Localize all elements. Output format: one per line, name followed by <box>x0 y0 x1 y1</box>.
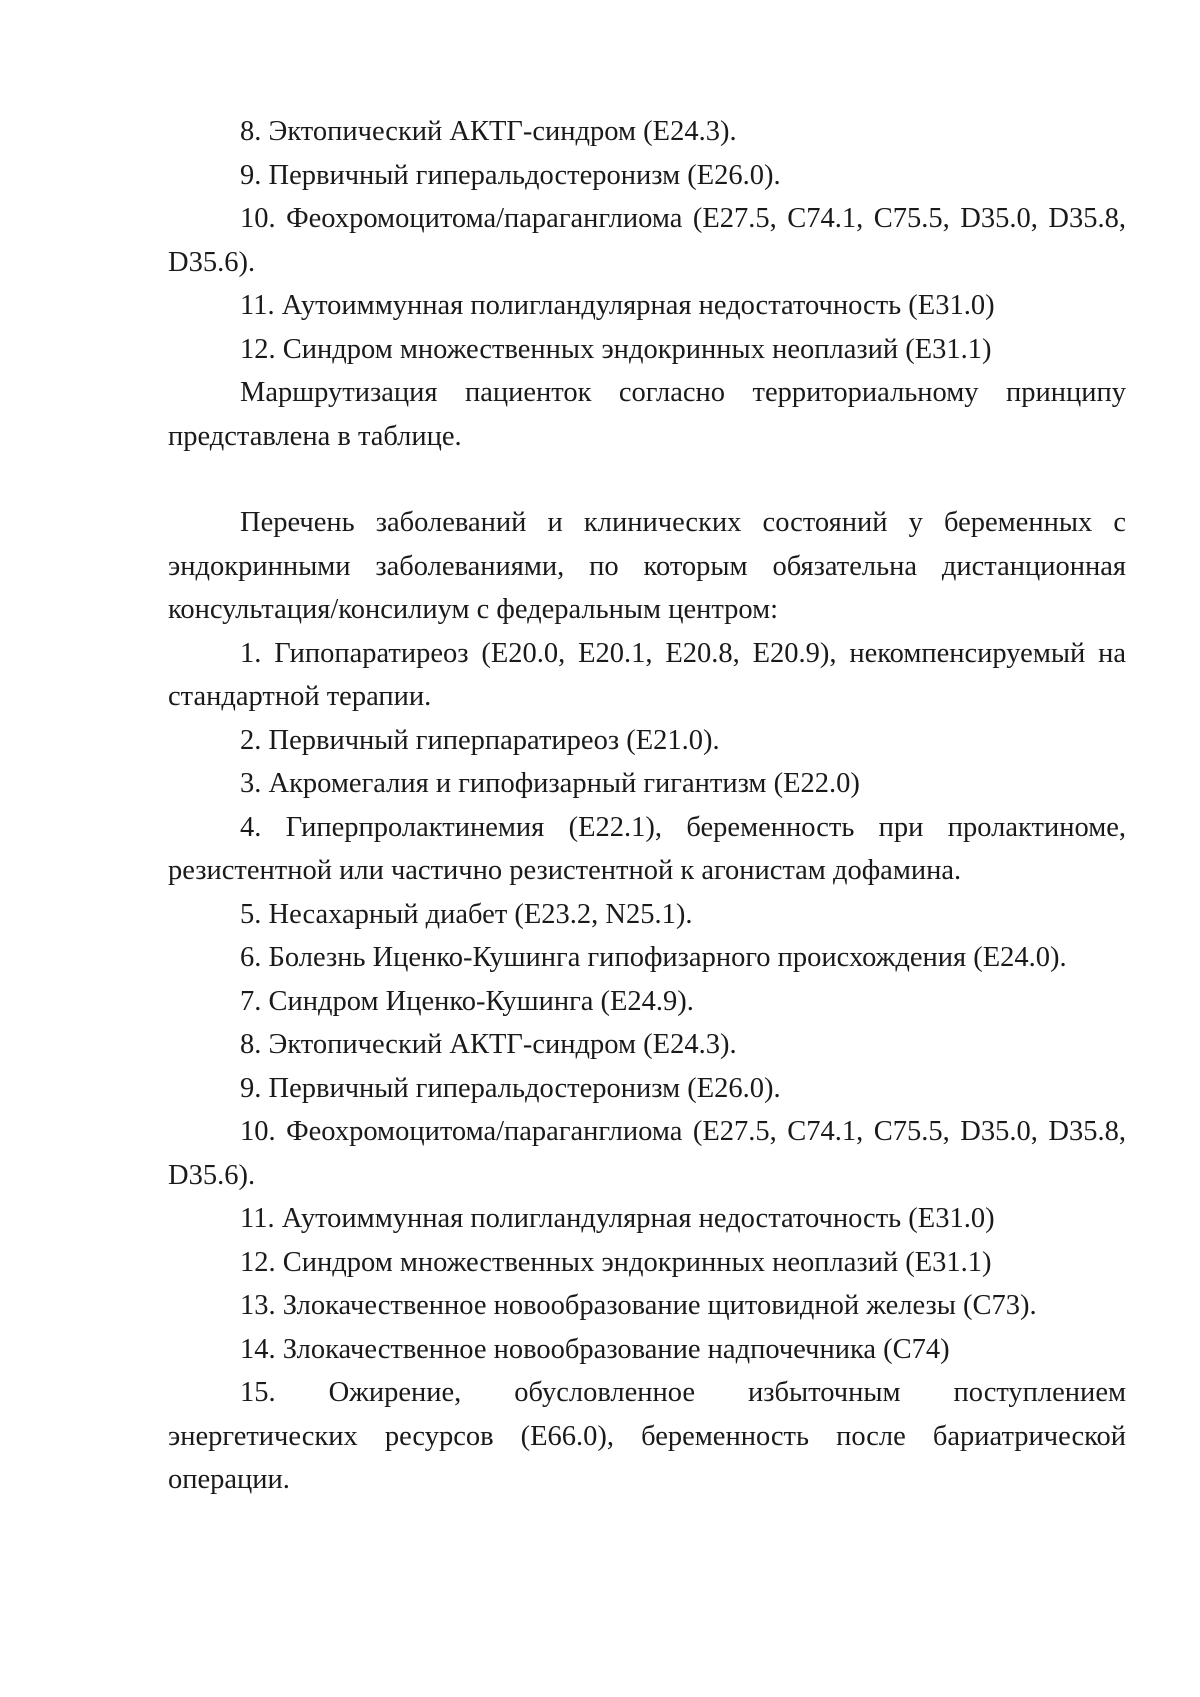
section1-item-10: 10. Феохромоцитома/параганглиома (E27.5, C74.1, C75.5, D35.0, D35.8, D35.6). <box>168 203 1126 278</box>
paragraph-gap <box>168 458 1126 501</box>
document-body <box>168 110 1126 1502</box>
section2-item-9: 9. Первичный гиперальдостеронизм (E26.0). <box>240 1072 781 1104</box>
section2-item-13: 13. Злокачественное новообразование щитовидной железы (C73). <box>240 1290 1037 1321</box>
section2-item-3: 3. Акромегалия и гипофизарный гигантизм (E22.0) <box>240 768 860 799</box>
section2-item-10: 10. Феохромоцитома/параганглиома (E27.5, C74.1, C75.5, D35.0, D35.8, D35.6). <box>168 1116 1126 1191</box>
section2-item-1: 1. Гипопаратиреоз (E20.0, E20.1, E20.8, E20.9), некомпенсируемый на стандартной терапии. <box>168 637 1126 712</box>
section2-item-5: 5. Несахарный диабет (E23.2, N25.1). <box>240 898 693 930</box>
section2-item-12: 12. Синдром множественных эндокринных неоплазий (E31.1) <box>240 1246 992 1278</box>
section2-item-4: 4. Гиперпролактинемия (E22.1), беременность при пролактиноме, резистентной или частично резистентной к агонистам дофамина. <box>168 811 1126 886</box>
section1-item-12: 12. Синдром множественных эндокринных неоплазий (E31.1) <box>240 333 992 365</box>
section1-item-9: 9. Первичный гиперальдостеронизм (E26.0). <box>240 159 781 191</box>
section2-item-15: 15. Ожирение, обусловленное избыточным поступлением энергетических ресурсов (E66.0), беременность после бариатрической операции. <box>168 1377 1126 1495</box>
list-intro-paragraph: Перечень заболеваний и клинических состояний у беременных с эндокринными заболеваниями, по которым обязательна дистанционная консультация/консилиум с федеральным центром: <box>168 507 1126 625</box>
section1-item-8: 8. Эктопический АКТГ-синдром (E24.3). <box>240 116 737 147</box>
routing-paragraph: Маршрутизация пациенток согласно территориальному принципу представлена в таблице. <box>168 377 1126 452</box>
section2-item-14: 14. Злокачественное новообразование надпочечника (C74) <box>240 1333 950 1365</box>
section2-item-11: 11. Аутоиммунная полигландулярная недостаточность (E31.0) <box>240 1203 995 1234</box>
section2-item-7: 7. Синдром Иценко-Кушинга (E24.9). <box>240 985 694 1017</box>
section1-item-11: 11. Аутоиммунная полигландулярная недостаточность (E31.0) <box>240 290 995 321</box>
section2-item-8: 8. Эктопический АКТГ-синдром (E24.3). <box>240 1029 737 1060</box>
section2-item-2: 2. Первичный гиперпаратиреоз (E21.0). <box>240 724 720 756</box>
section2-item-6: 6. Болезнь Иценко-Кушинга гипофизарного происхождения (E24.0). <box>240 942 1067 973</box>
